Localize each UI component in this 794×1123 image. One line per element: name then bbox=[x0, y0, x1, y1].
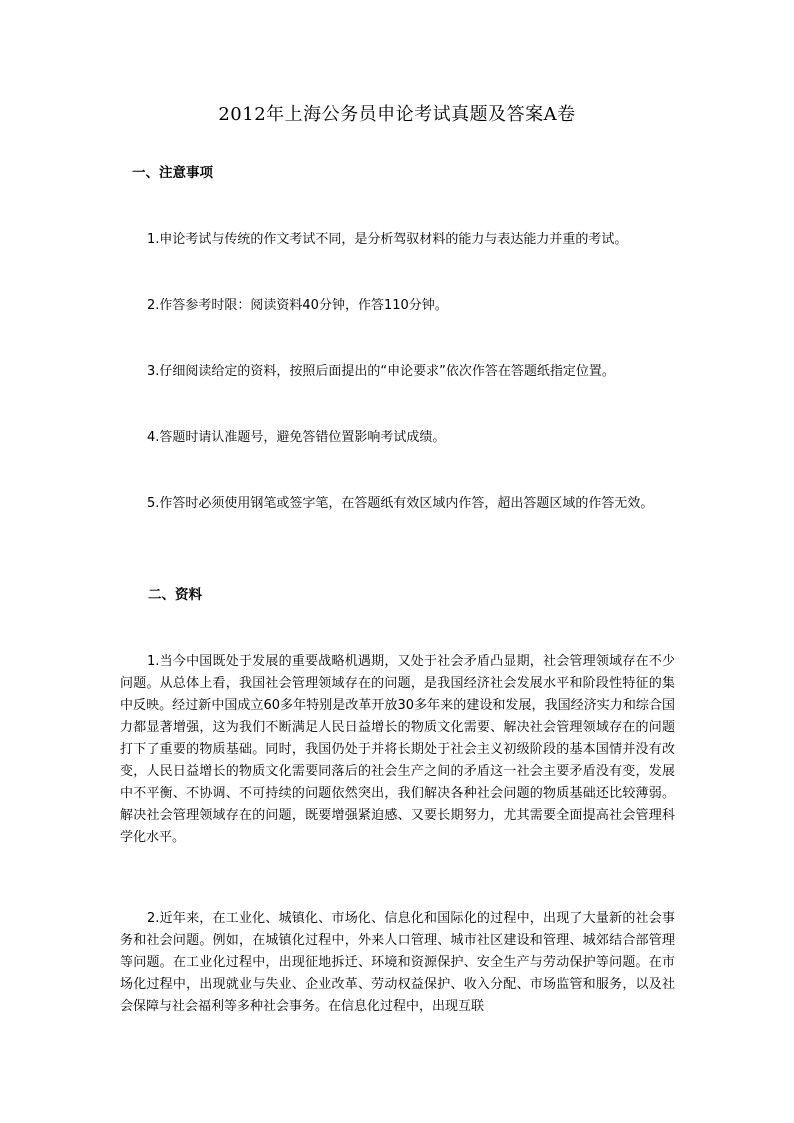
section-heading-notes: 一、注意事项 bbox=[132, 165, 213, 181]
notes-paragraph-3: 3.仔细阅读给定的资料，按照后面提出的“申论要求”依次作答在答题纸指定位置。 bbox=[147, 364, 615, 379]
notes-paragraph-4: 4.答题时请认准题号，避免答错位置影响考试成绩。 bbox=[147, 430, 446, 445]
notes-paragraph-5: 5.作答时必须使用钢笔或签字笔，在答题纸有效区域内作答，超出答题区域的作答无效。 bbox=[147, 496, 654, 511]
materials-paragraph-2: 2.近年来，在工业化、城镇化、市场化、信息化和国际化的过程中，出现了大量新的社会事务和社会问题。例如，在城镇化过程中，外来人口管理、城市社区建设和管理、城郊结合部管理等问题。在工业化过程中，出现征地拆迁、环境和资源保护、安全生产与劳动保护等问题。在市场化过程中，出现就业与失业、企业改革、劳动权益保护、收入分配、市场监管和服务，以及社会保障与社会福利等多种社会事务。在信息化过程中，出现互联 bbox=[120, 911, 675, 1014]
notes-paragraph-1: 1.申论考试与传统的作文考试不同，是分析驾驭材料的能力与表达能力并重的考试。 bbox=[147, 232, 628, 247]
section-heading-materials: 二、资料 bbox=[148, 587, 202, 603]
notes-paragraph-2: 2.作答参考时限：阅读资料40分钟，作答110分钟。 bbox=[147, 298, 448, 313]
materials-paragraph-1: 1.当今中国既处于发展的重要战略机遇期，又处于社会矛盾凸显期，社会管理领域存在不少问题。从总体上看，我国社会管理领域存在的问题，是我国经济社会发展水平和阶段性特征的集中反映。经过新中国成立60多年特别是改革开放30多年来的建设和发展，我国经济实力和综合国力都显著增强，这为我们不断满足人民日益增长的物质文化需要、解决社会管理领域存在的问题打下了重要的物质基础。同时，我国仍处于并将长期处于社会主义初级阶段的基本国情并没有改变，人民日益增长的物质文化需要同落后的社会生产之间的矛盾这一社会主要矛盾没有变，发展中不平衡、不协调、不可持续的问题依然突出，我们解决各种社会问题的物质基础还比较薄弱。解决社会管理领域存在的问题，既要增强紧迫感、又要长期努力，尤其需要全面提高社会管理科学化水平。 bbox=[120, 654, 675, 845]
document-title: 2012年上海公务员申论考试真题及答案A卷 bbox=[218, 104, 576, 125]
